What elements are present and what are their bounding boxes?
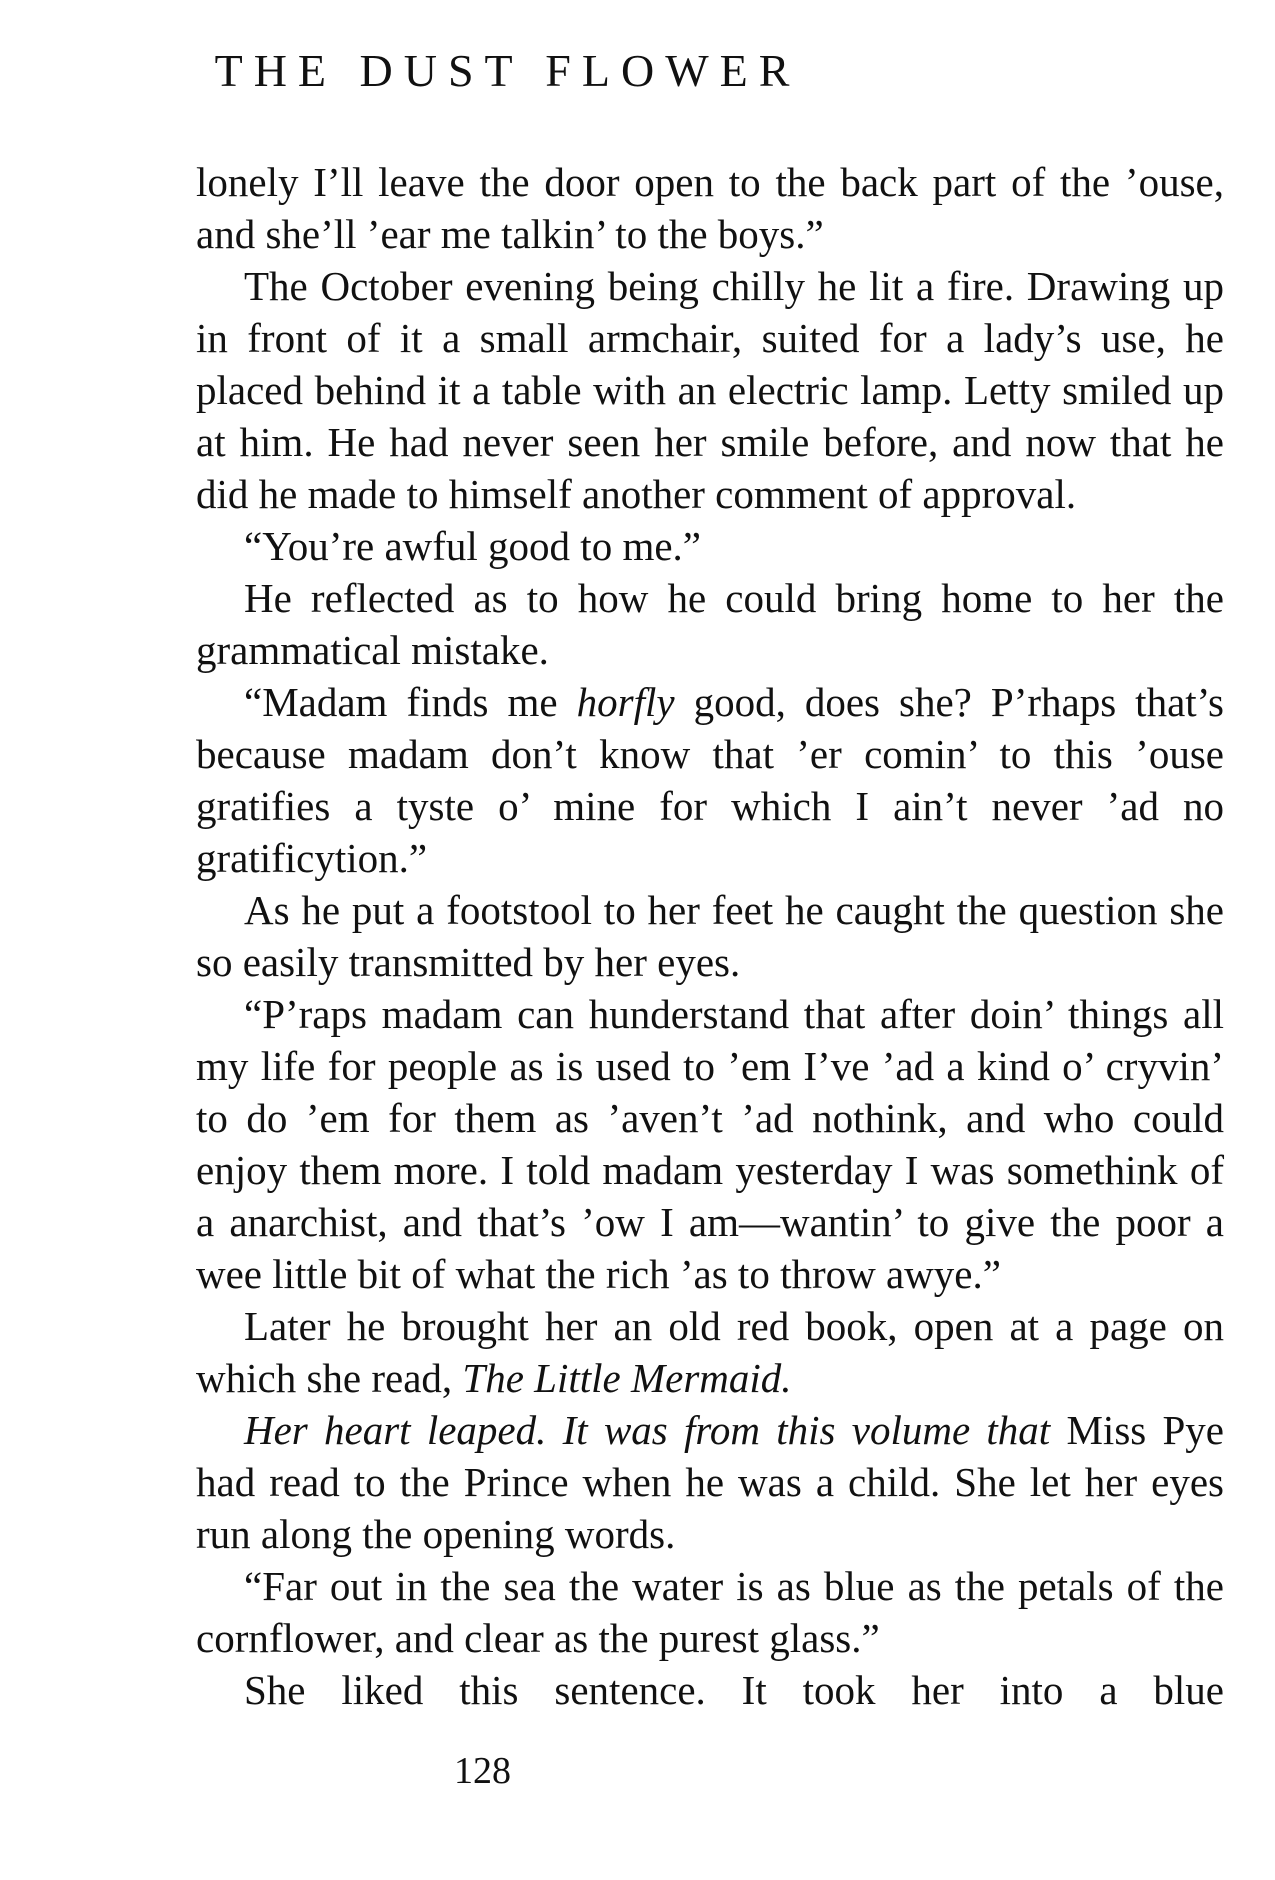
paragraph	[196, 884, 1224, 988]
paragraph	[196, 520, 1224, 572]
paragraph	[196, 1300, 1224, 1404]
text-run: Miss Pye had read to the Prince when he was a child. She let her eyes run along the opening words.	[196, 1407, 1224, 1557]
text-run: Later he brought her an old red book, open at a page on which she read,	[196, 1303, 1224, 1401]
paragraph	[196, 676, 1224, 884]
text-run: She liked this sentence. It took her into a blue	[244, 1667, 1224, 1713]
paragraph	[196, 1560, 1224, 1664]
paragraph	[196, 156, 1224, 260]
paragraph	[196, 988, 1224, 1300]
text-run: The October evening being chilly he lit a fire. Drawing up in front of it a small armchair, suited for a lady’s use, he placed behind it a table with an electric lamp. Letty smiled up at him. He had never seen her smile before, and now that he did he made to himself another comment of approval.	[196, 263, 1224, 517]
text-run: “P’raps madam can hunderstand that after doin’ things all my life for people as is used to ’em I’ve ’ad a kind o’ cryvin’ to do ’em for them as ’aven’t ’ad nothink, and who could enjoy them more. I told madam yesterday I was somethink of a anarchist, and that’s ’ow I am—wantin’ to give the poor a wee little bit of what the rich ’as to throw awye.”	[196, 991, 1224, 1297]
running-head: THE DUST FLOWER	[214, 45, 801, 96]
body-text	[196, 156, 1224, 1716]
paragraph	[196, 572, 1224, 676]
text-run: “Far out in the sea the water is as blue as the petals of the cornflower, and clear as the purest glass.”	[196, 1563, 1224, 1661]
text-run: good, does she? P’rhaps that’s because madam don’t know that ’er comin’ to this ’ouse gratifies a tyste o’ mine for which I ain’t never ’ad no gratificytion.”	[196, 679, 1225, 881]
italic-text-run: The Little Mermaid.	[462, 1355, 792, 1401]
italic-text-run: Her heart leaped. It was from this volume that	[244, 1407, 1051, 1453]
text-run: “You’re awful good to me.”	[244, 523, 701, 569]
italic-text-run: horfly	[576, 679, 675, 725]
text-run: “Madam finds me	[244, 679, 577, 725]
paragraph	[196, 1404, 1224, 1560]
text-run: He reflected as to how he could bring home to her the grammatical mistake.	[196, 575, 1224, 673]
page-number: 128	[454, 1750, 511, 1792]
paragraph	[196, 260, 1224, 520]
paragraph	[196, 1664, 1224, 1716]
text-run: lonely I’ll leave the door open to the back part of the ’ouse, and she’ll ’ear me talkin’ to the boys.”	[196, 159, 1224, 257]
text-run: As he put a footstool to her feet he caught the question she so easily transmitted by her eyes.	[196, 887, 1224, 985]
